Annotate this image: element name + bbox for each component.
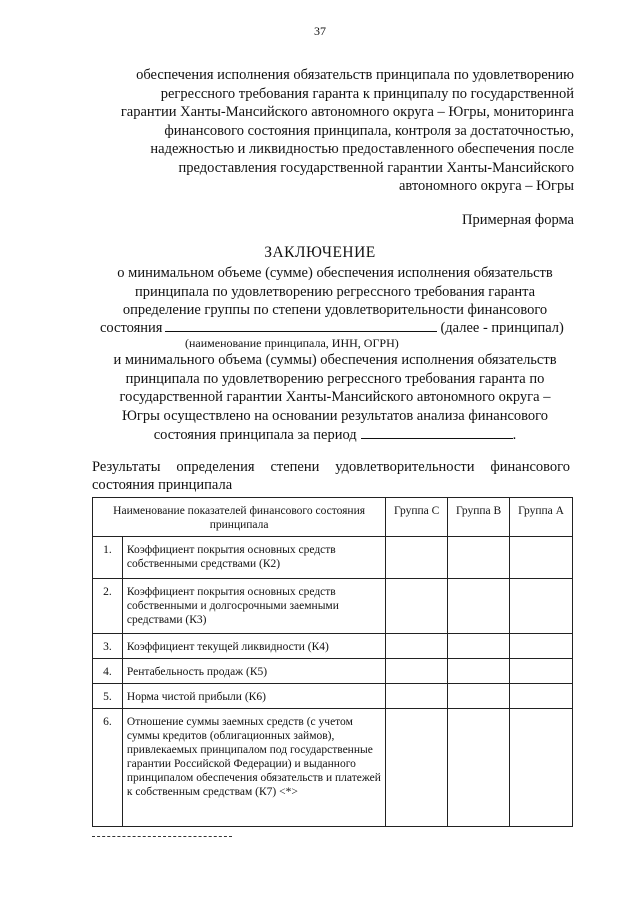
group-c-cell[interactable] [386, 659, 448, 684]
row-number: 1. [93, 537, 123, 579]
conclusion-body-line: Югры осуществлено на основании результатов анализа финансового [122, 407, 548, 424]
group-b-cell[interactable] [448, 709, 510, 827]
results-heading-line: состояния принципала [92, 477, 233, 493]
table-row [93, 684, 573, 709]
row-number: 4. [93, 659, 123, 684]
conclusion-body-line: государственной гарантии Ханты-Мансийского автономного округа – [119, 389, 551, 405]
group-b-header: Группа B [448, 498, 510, 537]
table-row [93, 709, 573, 827]
state-prefix: состояния [100, 320, 163, 336]
conclusion-intro [100, 264, 570, 320]
period-blank[interactable] [361, 425, 513, 439]
state-suffix: (далее - принципал) [440, 320, 564, 336]
group-c-cell[interactable] [386, 684, 448, 709]
group-b-cell[interactable] [448, 659, 510, 684]
group-a-cell[interactable] [510, 659, 573, 684]
row-number: 2. [93, 579, 123, 634]
group-a-header: Группа A [510, 498, 573, 537]
page-number: 37 [314, 24, 326, 38]
row-number: 3. [93, 634, 123, 659]
table-header-row [93, 498, 573, 537]
table-row [93, 659, 573, 684]
indicator-name: Норма чистой прибыли (К6) [122, 684, 385, 709]
conclusion-title: ЗАКЛЮЧЕНИЕ [264, 244, 376, 261]
row-number: 6. [93, 709, 123, 827]
group-b-cell[interactable] [448, 537, 510, 579]
indicator-name-header: Наименование показателей финансового состояния принципала [93, 498, 386, 537]
conclusion-line: определение группы по степени удовлетворительности финансового [122, 302, 548, 318]
group-c-cell[interactable] [386, 709, 448, 827]
row-number: 5. [93, 684, 123, 709]
indicator-name: Коэффициент покрытия основных средств собственными средствами (К2) [122, 537, 385, 579]
conclusion-body [95, 351, 575, 445]
principal-name-blank[interactable] [165, 318, 437, 332]
indicator-name: Коэффициент покрытия основных средств собственными и долгосрочными заемными средствами (К3) [122, 579, 385, 634]
header-line: регрессного требования гаранта к принципалу по государственной [160, 85, 574, 102]
indicator-name: Коэффициент текущей ликвидности (К4) [122, 634, 385, 659]
conclusion-body-line: и минимального объема (суммы) обеспечения исполнения обязательств [113, 352, 557, 368]
footnote-separator [92, 836, 232, 837]
indicator-name: Отношение суммы заемных средств (с учетом суммы кредитов (облигационных займов), привлекаемых принципалом под государственные гарантии Российской Федерации) и выданного принципалом обеспечения обязательств и платежей к собственным средствам (К7) <*> [122, 709, 385, 827]
group-c-cell[interactable] [386, 579, 448, 634]
principal-name-caption: (наименование принципала, ИНН, ОГРН) [185, 336, 399, 350]
group-c-header: Группа C [386, 498, 448, 537]
group-a-cell[interactable] [510, 579, 573, 634]
period-prefix: состояния принципала за период [153, 427, 357, 443]
table-row [93, 579, 573, 634]
header-line: гарантии Ханты-Мансийского автономного округа – Югры, мониторинга [120, 104, 574, 120]
results-heading [92, 458, 570, 494]
groups-table [92, 497, 573, 827]
indicator-name: Рентабельность продаж (К5) [122, 659, 385, 684]
conclusion-body-line: принципала по удовлетворению регрессного требования гаранта по [125, 370, 545, 387]
header-line: предоставления государственной гарантии Ханты-Мансийского [178, 159, 574, 176]
period-suffix: . [512, 427, 517, 443]
principal-name-line [100, 318, 570, 337]
appendix-header [104, 66, 574, 196]
form-label: Примерная форма [461, 212, 574, 228]
header-line: обеспечения исполнения обязательств принципала по удовлетворению [136, 67, 574, 83]
group-a-cell[interactable] [510, 634, 573, 659]
period-line [95, 425, 575, 445]
table-row [93, 537, 573, 579]
conclusion-line: принципала по удовлетворению регрессного требования гаранта [134, 283, 536, 300]
header-line: надежностью и ликвидностью предоставленного обеспечения после [150, 141, 574, 157]
group-b-cell[interactable] [448, 634, 510, 659]
results-heading-line: Результаты определения степени удовлетворительности финансового [92, 459, 570, 475]
group-c-cell[interactable] [386, 634, 448, 659]
group-b-cell[interactable] [448, 684, 510, 709]
group-a-cell[interactable] [510, 537, 573, 579]
conclusion-line: о минимальном объеме (сумме) обеспечения исполнения обязательств [117, 265, 553, 281]
header-line: автономного округа – Югры [398, 178, 574, 194]
group-c-cell[interactable] [386, 537, 448, 579]
header-line: финансового состояния принципала, контроля за достаточностью, [164, 122, 574, 139]
group-a-cell[interactable] [510, 709, 573, 827]
table-row [93, 634, 573, 659]
group-b-cell[interactable] [448, 579, 510, 634]
group-a-cell[interactable] [510, 684, 573, 709]
